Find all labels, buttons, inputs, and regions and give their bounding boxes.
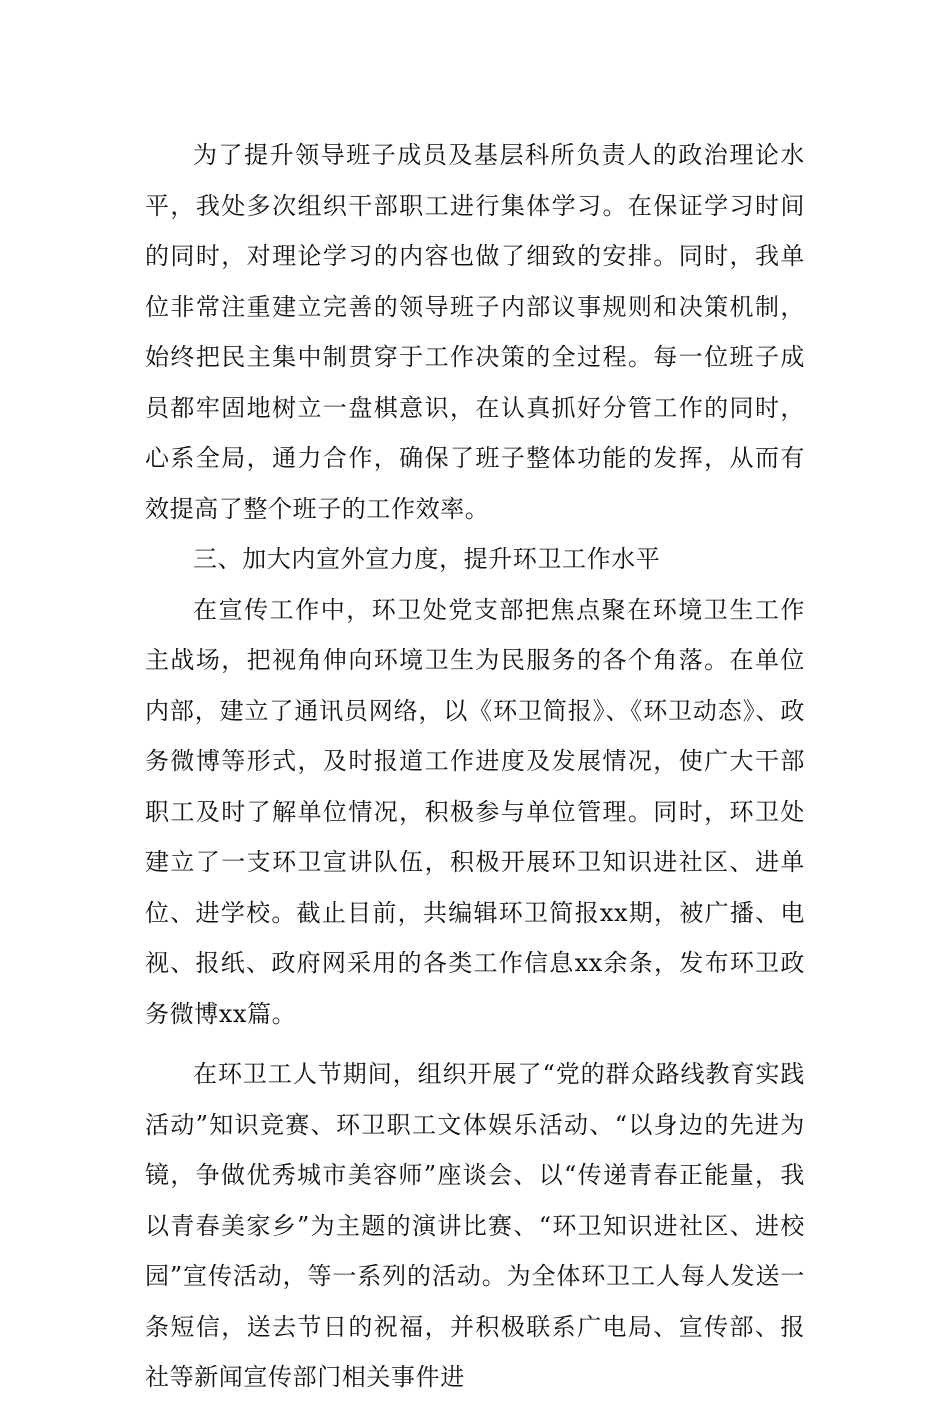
- paragraph-leadership-study: 为了提升领导班子成员及基层科所负责人的政治理论水平，我处多次组织干部职工进行集体学习。在保证学习时间的同时，对理论学习的内容也做了细致的安排。同时，我单位非常注重建立完善的领导班子内部议事规则和决策机制，始终把民主集中制贯穿于工作决策的全过程。每一位班子成员都牢固地树立一盘棋意识，在认真抓好分管工作的同时，心系全局，通力合作，确保了班子整体功能的发挥，从而有效提高了整个班子的工作效率。: [145, 141, 805, 523]
- paragraph-sanitation-workers-day: 在环卫工人节期间，组织开展了“党的群众路线教育实践活动”知识竞赛、环卫职工文体娱乐活动、“以身边的先进为镜，争做优秀城市美容师”座谈会、以“传递青春正能量，我以青春美家乡”为主题的演讲比赛、“环卫知识进社区、进校园”宣传活动，等一系列的活动。为全体环卫工人每人发送一条短信，送去节日的祝福，并积极联系广电局、宣传部、报社等新闻宣传部门相关事件进: [145, 1060, 805, 1391]
- document-body: [145, 130, 805, 1403]
- section-heading-publicity: 三、加大内宣外宣力度，提升环卫工作水平: [193, 545, 661, 573]
- paragraph-publicity-work: 在宣传工作中，环卫处党支部把焦点聚在环境卫生工作主战场，把视角伸向环境卫生为民服务的各个角落。在单位内部，建立了通讯员网络，以《环卫简报》、《环卫动态》、政务微博等形式，及时报道工作进度及发展情况，使广大干部职工及时了解单位情况，积极参与单位管理。同时，环卫处建立了一支环卫宣讲队伍，积极开展环卫知识进社区、进单位、进学校。截止目前，共编辑环卫简报xx期，被广播、电视、报纸、政府网采用的各类工作信息xx余条，发布环卫政务微博xx篇。: [145, 595, 805, 1028]
